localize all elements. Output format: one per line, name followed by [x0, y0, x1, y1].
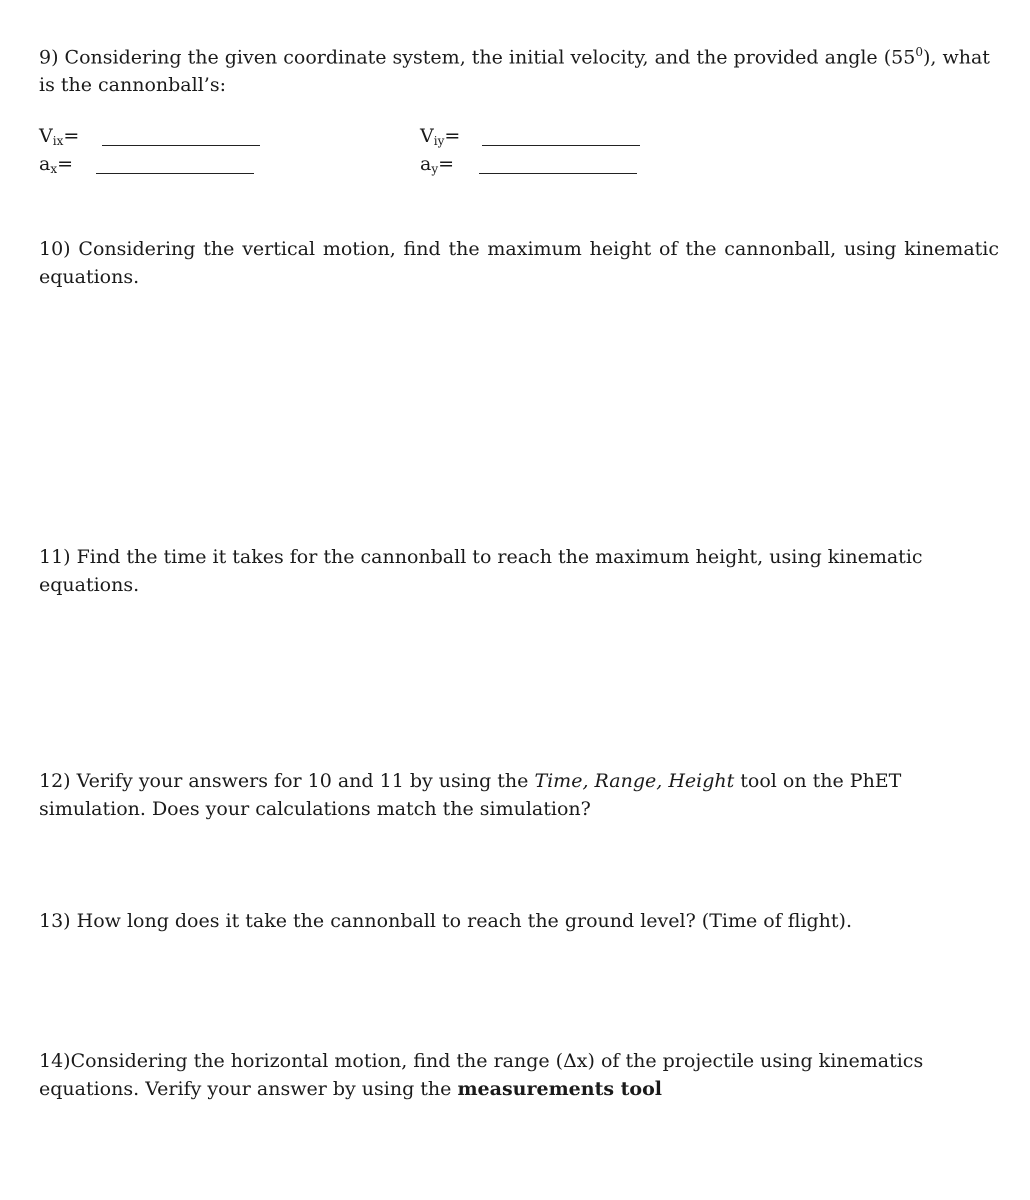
viy-answer-blank[interactable] [482, 145, 640, 146]
question-10: 10) Considering the vertical motion, find the maximum height of the cannonball, using kinematic equations. [39, 238, 999, 288]
ax-label: $a_x=$ [39, 153, 74, 176]
question-9: 9) Considering the given coordinate system, the initial velocity, and the provided angle $(55^0)$, what is the cannonball’s: [39, 45, 990, 97]
tool-name-emphasis: Time, Range, Height [534, 770, 735, 792]
vix-label: $V_{ix}=$ [39, 125, 80, 148]
question-13: 13) How long does it take the cannonball to reach the ground level? (Time of flight). [39, 910, 853, 932]
vix-answer-blank[interactable] [102, 145, 260, 146]
measurements-tool-text: measurements tool [457, 1078, 662, 1100]
question-14: 14)Considering the horizontal motion, find the range (Δx) of the projectile using kinematics equations. Verify your answer by using the measurements tool [39, 1050, 924, 1100]
ax-answer-blank[interactable] [96, 173, 254, 174]
question-11: 11) Find the time it takes for the cannonball to reach the maximum height, using kinematic equations. [39, 546, 923, 596]
question-12: 12) Verify your answers for 10 and 11 by using the Time, Range, Height tool on the PhET simulation. Does your calculations match the simulation? [39, 770, 902, 820]
viy-label: $V_{iy}=$ [420, 125, 461, 148]
ay-label: $a_y=$ [420, 153, 455, 176]
ay-answer-blank[interactable] [479, 173, 637, 174]
degree-superscript: 0 [915, 45, 923, 59]
